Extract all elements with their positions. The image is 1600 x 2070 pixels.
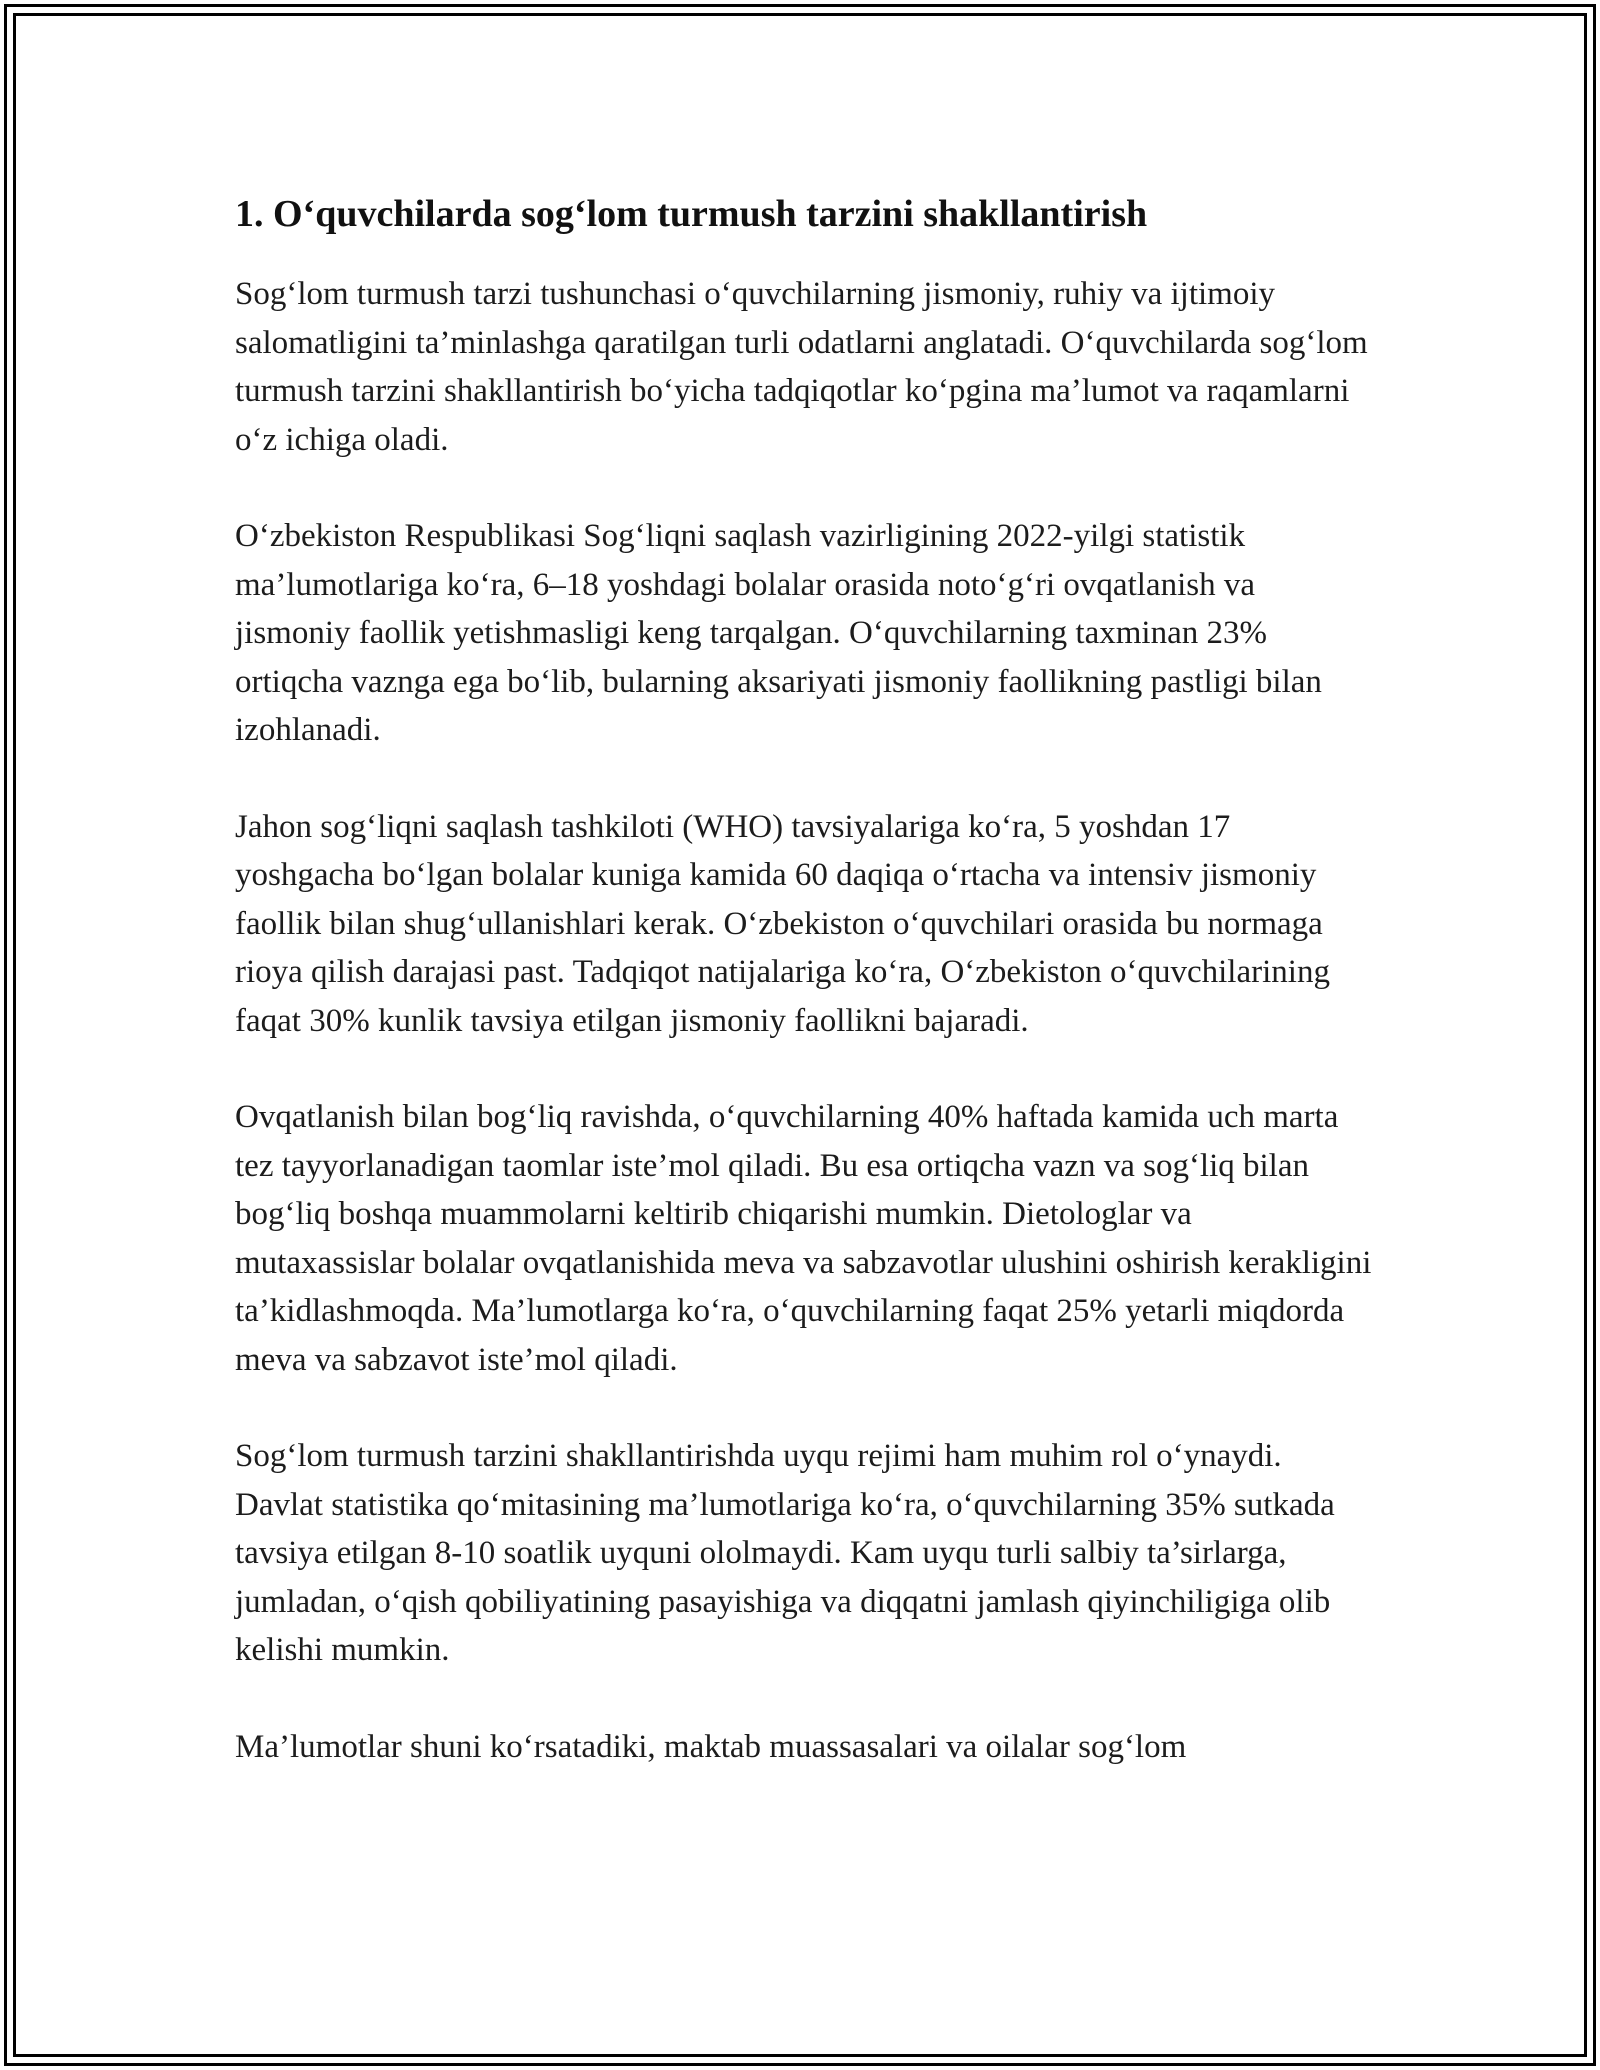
paragraph-nutrition: Ovqatlanish bilan bog‘liq ravishda, o‘quvchilarning 40% haftada kamida uch marta tez tayyorlanadigan taomlar iste’mol qiladi. Bu esa ortiqcha vazn va sog‘liq bilan bog‘liq boshqa muammolarni keltirib chiqarishi mumkin. Dietologlar va mutaxassislar bolalar ovqatlanishida meva va sabzavotlar ulushini oshirish kerakligini ta’kidlashmoqda. Ma’lumotlarga ko‘ra, o‘quvchilarning faqat 25% yetarli miqdorda meva va sabzavot iste’mol qiladi. bbox=[235, 1099, 1372, 1378]
section-heading: 1. O‘quvchilarda sog‘lom turmush tarzini shakllantirish bbox=[235, 193, 1148, 235]
document-body bbox=[235, 186, 1375, 1819]
paragraph-who-recommendations: Jahon sog‘liqni saqlash tashkiloti (WHO) tavsiyalariga ko‘ra, 5 yoshdan 17 yoshgacha bo‘lgan bolalar kuniga kamida 60 daqiqa o‘rtacha va intensiv jismoniy faollik bilan shug‘ullanishlari kerak. O‘zbekiston o‘quvchilari orasida bu normaga rioya qilish darajasi past. Tadqiqot natijalariga ko‘ra, O‘zbekiston o‘quvchilarining faqat 30% kunlik tavsiya etilgan jismoniy faollikni bajaradi. bbox=[235, 808, 1330, 1039]
paragraph-healthy-lifestyle-concept: Sog‘lom turmush tarzi tushunchasi o‘quvchilarning jismoniy, ruhiy va ijtimoiy salomatligini ta’minlashga qaratilgan turli odatlarni anglatadi. O‘quvchilarda sog‘lom turmush tarzini shakllantirish bo‘yicha tadqiqotlar ko‘pgina ma’lumot va raqamlarni o‘z ichiga oladi. bbox=[235, 276, 1368, 458]
paragraph-sleep: Sog‘lom turmush tarzini shakllantirishda uyqu rejimi ham muhim rol o‘ynaydi. Davlat statistika qo‘mitasining ma’lumotlariga ko‘ra, o‘quvchilarning 35% sutkada tavsiya etilgan 8-10 soatlik uyquni ololmaydi. Kam uyqu turli salbiy ta’sirlarga, jumladan, o‘qish qobiliyatining pasayishiga va diqqatni jamlash qiyinchiligiga olib kelishi mumkin. bbox=[235, 1438, 1335, 1668]
paragraph-ministry-statistics: O‘zbekiston Respublikasi Sog‘liqni saqlash vazirligining 2022-yilgi statistik ma’lumotlariga ko‘ra, 6–18 yoshdagi bolalar orasida noto‘g‘ri ovqatlanish va jismoniy faollik yetishmasligi keng tarqalgan. O‘quvchilarning taxminan 23% ortiqcha vaznga ega bo‘lib, bularning aksariyati jismoniy faollikning pastligi bilan izohlanadi. bbox=[235, 518, 1322, 748]
paragraph-conclusion-start: Ma’lumotlar shuni ko‘rsatadiki, maktab muassasalari va oilalar sog‘lom bbox=[235, 1728, 1187, 1765]
